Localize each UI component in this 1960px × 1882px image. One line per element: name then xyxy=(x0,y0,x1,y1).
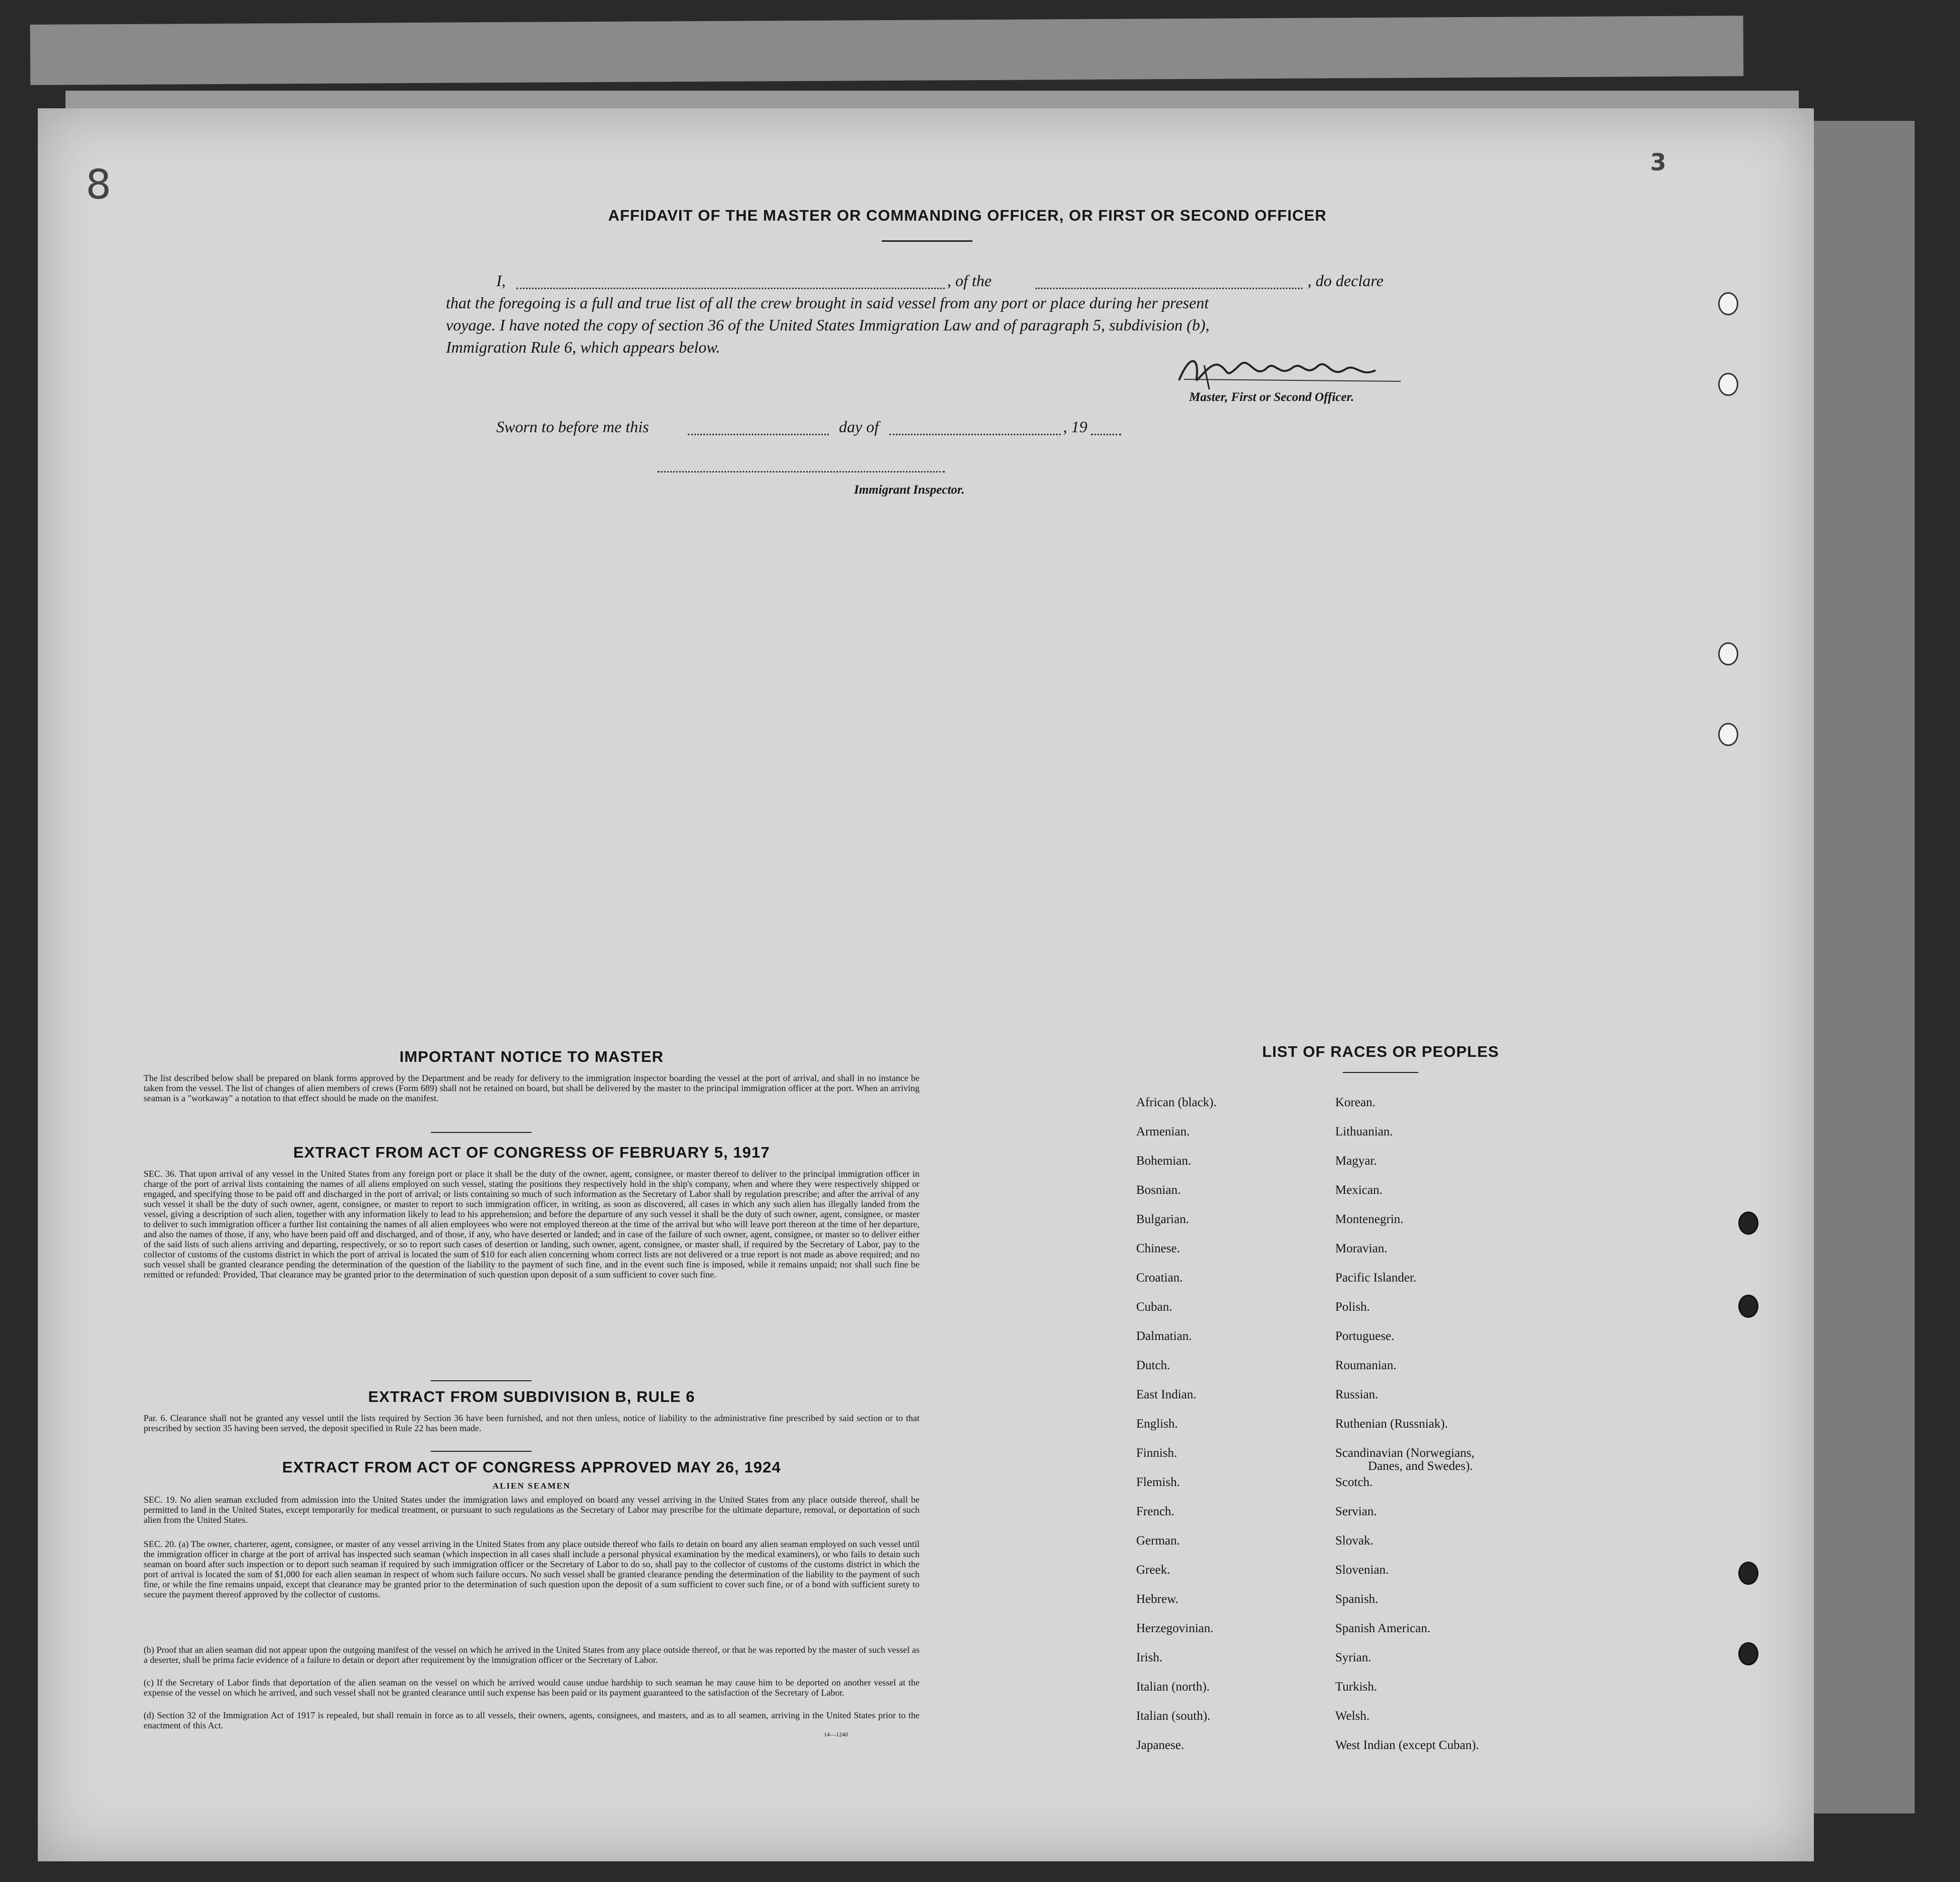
punch-hole xyxy=(1738,1295,1758,1318)
race-item: Mexican. xyxy=(1335,1183,1383,1197)
race-item: Slovenian. xyxy=(1335,1563,1389,1577)
race-item: Polish. xyxy=(1335,1300,1370,1314)
race-item: Chinese. xyxy=(1136,1242,1180,1255)
race-item: Montenegrin. xyxy=(1335,1213,1404,1226)
sworn-day-blank[interactable] xyxy=(688,434,829,435)
extract-1924-sec20b: (b) Proof that an alien seaman did not appear upon the outgoing manifest of the vessel on which he arrived in the United States from any place outside thereof, or that he was reported by the master of such vessel as a deserter, shall be prima facie evidence of a failure to detain or deport after requirement by the immigration officer or the Secretary of Labor. xyxy=(144,1645,920,1665)
race-item: Italian (north). xyxy=(1136,1680,1210,1694)
race-item: Pacific Islander. xyxy=(1335,1271,1417,1285)
race-item: Scotch. xyxy=(1335,1475,1373,1489)
race-item: German. xyxy=(1136,1534,1180,1548)
race-item: Servian. xyxy=(1335,1505,1377,1518)
handwritten-page-mark-left: 8 xyxy=(86,161,111,208)
race-item: English. xyxy=(1136,1417,1178,1431)
declaration-line-2: that the foregoing is a full and true list of all the crew brought in said vessel from any port or place during her present xyxy=(446,294,1209,312)
race-item: French. xyxy=(1136,1505,1174,1518)
race-item: African (black). xyxy=(1136,1096,1217,1109)
extract-1917-body: SEC. 36. That upon arrival of any vessel in the United States from any foreign port or place it shall be the duty of the owner, agent, consignee, or master thereof to deliver to the principal immigration officer in charge of the port of arrival lists containing the names of all aliens employed on such vessel, stating the positions they respectively hold in the ship's company, when and where they were respectively shipped or engaged, and specifying those to be paid off and discharged in the port of arrival; or lists containing so much of such information as the Secretary of Labor shall by regulation prescribe; and after the arrival of any such vessel it shall be the duty of such owner, agent, consignee, or master to report to such immigration officer, in writing, as soon as discovered, all cases in which any such alien has illegally landed from the vessel, giving a description of such alien, together with any information likely to lead to his apprehension; and before the departure of any such vessel it shall be the duty of such owner, agent, consignee, or master to deliver to such immigration officer a further list containing the names of all alien employees who were not employed thereon at the time of the arrival but who will leave port thereon at the time of her departure, and also the names of those, if any, who have been paid off and discharged, and of those, if any, who have deserted or landed; and in case of the failure of such owner, agent, consignee, or master so to deliver either of the said lists of such aliens arriving and departing, respectively, or so to report such cases of desertion or landing, such owner, agent, consignee, or master shall, if required by the Secretary of Labor, pay to the collector of customs of the customs district in which the port of arrival is located the sum of $10 for each alien concerning whom correct lists are not delivered or a true report is not made as above required; and no such vessel shall be granted clearance pending the determination of the question of the liability to the payment of such fine, and in the event such fine is imposed, while it remains unpaid; nor shall such fine be remitted or refunded: Provided, That clearance may be granted prior to the determination of such question upon deposit of a sum sufficient to cover such fine. xyxy=(144,1169,920,1280)
race-item: Roumanian. xyxy=(1335,1359,1397,1372)
races-title: LIST OF RACES OR PEOPLES xyxy=(1262,1043,1499,1060)
race-item: Dutch. xyxy=(1136,1359,1170,1372)
race-item: Portuguese. xyxy=(1335,1329,1395,1343)
name-blank[interactable] xyxy=(516,288,945,289)
punch-hole xyxy=(1718,642,1738,665)
notice-body: The list described below shall be prepared on blank forms approved by the Department and be ready for delivery to the immigration inspector boarding the vessel at the port of arrival, and shall in no instance be taken from the vessel. The list of changes of alien members of crews (Form 689) shall not be retained on board, but shall be delivered by the master to the principal immigration officer at the port. When an arriving seaman is a "workaway" a notation to that effect should be made on the manifest. xyxy=(144,1073,920,1103)
sworn-label: Sworn to before me this xyxy=(496,418,649,436)
vessel-blank[interactable] xyxy=(1035,288,1302,289)
race-item: Lithuanian. xyxy=(1335,1125,1393,1138)
race-item: Scandinavian (Norwegians, xyxy=(1335,1446,1475,1460)
extract-1924-sec20a: SEC. 20. (a) The owner, charterer, agent, consignee, or master of any vessel arriving in the United States from any place outside thereof who fails to detain on board any alien seaman employed on such vessel until the immigration officer in charge at the port of arrival has inspected such seaman (which inspection in all cases shall include a personal physical examination by the medical examiners), or who fails to detain such seaman on board after such inspection or to deport such seaman if required by such immigration officer or the Secretary of Labor to do so, shall pay to the collector of customs of the customs district in which the port of arrival is located the sum of $1,000 for each alien seaman in respect of whom such failure occurs. No such vessel shall be granted clearance pending the determination of the liability to the payment of such fine, or while the fine remains unpaid, except that clearance may be granted prior to the determination of such question upon the deposit of a sum sufficient to cover such fine, or of a bond with sufficient surety to secure the payment thereof approved by the collector of customs. xyxy=(144,1539,920,1599)
signature-image xyxy=(1174,350,1406,390)
race-item: Cuban. xyxy=(1136,1300,1172,1314)
section-rule xyxy=(431,1132,532,1133)
race-item: Flemish. xyxy=(1136,1475,1180,1489)
section-rule xyxy=(431,1451,532,1452)
race-item: Armenian. xyxy=(1136,1125,1190,1138)
declaration-line-4: Immigration Rule 6, which appears below. xyxy=(446,338,721,356)
sworn-line xyxy=(496,416,1202,441)
race-item: Bosnian. xyxy=(1136,1183,1181,1197)
race-item: Dalmatian. xyxy=(1136,1329,1192,1343)
race-item: Finnish. xyxy=(1136,1446,1178,1460)
race-item: Greek. xyxy=(1136,1563,1170,1577)
punch-hole xyxy=(1718,723,1738,746)
notice-title: IMPORTANT NOTICE TO MASTER xyxy=(399,1048,664,1065)
race-item: Spanish American. xyxy=(1335,1622,1430,1635)
race-item: Magyar. xyxy=(1335,1154,1377,1168)
punch-hole xyxy=(1718,373,1738,396)
race-item: Danes, and Swedes). xyxy=(1368,1459,1473,1473)
extract-1917-title: EXTRACT FROM ACT OF CONGRESS OF FEBRUARY 5, 1917 xyxy=(293,1144,770,1161)
race-item: West Indian (except Cuban). xyxy=(1335,1738,1479,1752)
title-rule xyxy=(882,240,972,242)
race-item: Korean. xyxy=(1335,1096,1376,1109)
extract-1924-sec20c: (c) If the Secretary of Labor finds that deportation of the alien seaman on the vessel on which he arrived would cause undue hardship to such seaman he may cause him to be deported on another vessel at the expense of the vessel on which he arrived, and such vessel shall not be granted clearance until such expense has been paid or its payment guaranteed to the satisfaction of the Secretary of Labor. xyxy=(144,1677,920,1698)
sworn-month-blank[interactable] xyxy=(889,434,1061,435)
race-item: Japanese. xyxy=(1136,1738,1185,1752)
declaration-line-1 xyxy=(496,270,1454,295)
inspector-label: Immigrant Inspector. xyxy=(854,483,965,497)
race-item: Russian. xyxy=(1335,1388,1379,1401)
race-item: Turkish. xyxy=(1335,1680,1378,1694)
race-item: Herzegovinian. xyxy=(1136,1622,1214,1635)
punch-hole xyxy=(1738,1562,1758,1585)
extract-1924-sec20d: (d) Section 32 of the Immigration Act of 1917 is repealed, but shall remain in force as to all vessels, their owners, agents, consignees, and masters, and as to all seamen, arriving in the United States prior to the enactment of this Act. xyxy=(144,1710,920,1730)
extract-1924-sec19: SEC. 19. No alien seaman excluded from admission into the United States under the immigration laws and employed on board any vessel arriving in the United States from any place outside thereof, shall be permitted to land in the United States, except temporarily for medical treatment, or pursuant to such regulations as the Secretary of Labor may prescribe for the ultimate departure, removal, or deportation of such alien from the United States. xyxy=(144,1495,920,1525)
document-page xyxy=(38,108,1814,1861)
declaration-do-declare: , do declare xyxy=(1308,272,1384,290)
affidavit-title: AFFIDAVIT OF THE MASTER OR COMMANDING OFFICER, OR FIRST OR SECOND OFFICER xyxy=(608,207,1327,224)
handwritten-page-mark-right: 3 xyxy=(1650,149,1667,176)
declaration-of-the: , of the xyxy=(947,272,992,290)
declaration-i: I, xyxy=(496,272,506,290)
form-number: 14—1240 xyxy=(824,1731,848,1738)
extract-rule6-title: EXTRACT FROM SUBDIVISION B, RULE 6 xyxy=(368,1388,695,1405)
extract-1924-subtitle: ALIEN SEAMEN xyxy=(492,1481,571,1491)
section-rule xyxy=(431,1380,532,1381)
race-item: Irish. xyxy=(1136,1651,1163,1664)
inspector-signature-blank[interactable] xyxy=(658,471,945,473)
signer-label: Master, First or Second Officer. xyxy=(1189,390,1354,404)
races-rule xyxy=(1343,1072,1418,1073)
punch-hole xyxy=(1718,292,1738,315)
race-item: Hebrew. xyxy=(1136,1592,1179,1606)
race-item: Bohemian. xyxy=(1136,1154,1192,1168)
race-item: Ruthenian (Russniak). xyxy=(1335,1417,1448,1431)
sworn-day-of: day of xyxy=(839,418,879,436)
race-item: Syrian. xyxy=(1335,1651,1371,1664)
extract-rule6-body: Par. 6. Clearance shall not be granted any vessel until the lists required by Section 36 have been furnished, and not then unless, notice of liability to the administrative fine prescribed by said section or to that prescribed by section 35 having been served, the deposit specified in Rule 22 has been made. xyxy=(144,1413,920,1433)
race-item: Welsh. xyxy=(1335,1709,1370,1723)
declaration-line-3: voyage. I have noted the copy of section 36 of the United States Immigration Law and of paragraph 5, subdivision (b), xyxy=(446,316,1210,334)
race-item: Italian (south). xyxy=(1136,1709,1211,1723)
sworn-year-blank[interactable] xyxy=(1091,434,1121,435)
race-item: Slovak. xyxy=(1335,1534,1374,1548)
background-sheet-top xyxy=(30,16,1744,85)
race-item: Moravian. xyxy=(1335,1242,1388,1255)
race-item: Bulgarian. xyxy=(1136,1213,1189,1226)
race-item: Croatian. xyxy=(1136,1271,1183,1285)
sworn-year: , 19 xyxy=(1063,418,1087,436)
punch-hole xyxy=(1738,1642,1758,1665)
extract-1924-title: EXTRACT FROM ACT OF CONGRESS APPROVED MAY 26, 1924 xyxy=(282,1458,781,1476)
punch-hole xyxy=(1738,1212,1758,1235)
race-item: Spanish. xyxy=(1335,1592,1379,1606)
race-item: East Indian. xyxy=(1136,1388,1197,1401)
